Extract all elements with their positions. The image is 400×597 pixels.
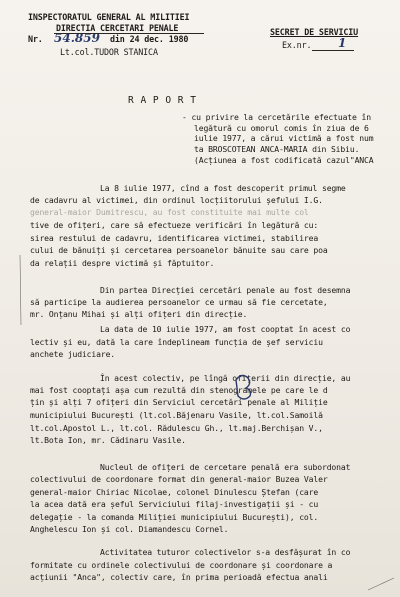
corner-pencil-line (368, 578, 394, 590)
body-line: tive de ofițeri, care să efectueze verificări în legătură cu: (30, 220, 319, 230)
body-line: mr. Onțanu Mihai și alți ofițeri din direcție. (30, 309, 248, 319)
handwritten-ex-number: 1 (338, 36, 347, 50)
body-line: mai fost cooptați așa cum rezultă din stenogramele pe care le d (30, 385, 328, 395)
body-line: da relații despre victimă și făptuitor. (30, 258, 215, 268)
header-institution: INSPECTORATUL GENERAL AL MILITIEI (28, 12, 190, 22)
body-line: anchete judiciare. (30, 349, 116, 359)
body-line: În acest colectiv, pe lîngă ofițerii din direcție, au (100, 373, 351, 383)
subject-line: ta BROSCOTEAN ANCA-MARIA din Sibiu. (194, 144, 360, 154)
header-officer: Lt.col.TUDOR STANICA (60, 47, 158, 57)
header-nr-label: Nr. (28, 34, 43, 44)
header-date: din 24 dec. 1980 (110, 34, 189, 44)
subject-line: (Acțiunea a fost codificată cazul"ANCA (194, 155, 374, 165)
body-line: Nucleul de ofițeri de cercetare penală era subordonat (100, 462, 351, 472)
body-line: colectivului de coordonare format din general-maior Buzea Valer (30, 474, 328, 484)
body-line: lt.Bota Ion, mr. Cădinaru Vasile. (30, 435, 186, 445)
body-line: La 8 iulie 1977, cînd a fost descoperit primul segme (100, 183, 346, 193)
ex-label: Ex.nr. (282, 40, 312, 50)
body-line: formitate cu ordinele colectivului de coordonare și coordonare a (30, 560, 333, 570)
handwritten-nr: 54.859 (54, 31, 100, 45)
report-title: R A P O R T (128, 95, 197, 106)
body-line: sirea restului de cadavru, identificarea victimei, stabilirea (30, 233, 319, 243)
body-line: acțiunii "Anca", colectiv care, în prima perioadă efectua anali (30, 572, 328, 582)
body-line: Anghelescu Ion și col. Diamandescu Cornel. (30, 524, 229, 534)
subject-line: iulie 1977, a cărui victimă a fost num (194, 133, 374, 143)
body-line: delegație - la comanda Miliției municipiului București), col. (30, 512, 319, 522)
body-line: Activitatea tuturor colectivelor s-a desfășurat în co (100, 547, 351, 557)
subject-line: - cu privire la cercetările efectuate în (182, 112, 371, 122)
ex-underline (312, 50, 354, 51)
body-line: general-maior Chiriac Nicolae, colonel Dinulescu Ștefan (care (30, 487, 319, 497)
body-line: La data de 10 iulie 1977, am fost cooptat în acest co (100, 324, 351, 334)
subject-line: legătură cu omorul comis în ziua de 6 (194, 123, 369, 133)
body-line: municipiului București (lt.col.Băjenaru Vasile, lt.col.Samoilă (30, 410, 323, 420)
body-line: să participe la audierea persoanelor ce urmau să fie cercetate, (30, 297, 328, 307)
body-line: lectiv și eu, dată la care îndeplineam funcția de șef serviciu (30, 337, 323, 347)
header-directorate: DIRECTIA CERCETARI PENALE (56, 23, 179, 33)
body-line: general-maior Dumitrescu, au fost constituite mai multe col (30, 207, 309, 217)
header-rule (54, 33, 204, 34)
body-line: țin și alți 7 ofițeri din Serviciul cercetări penale al Miliție (30, 397, 328, 407)
body-line: la acea dată era șeful Serviciului filaj-investigații și - cu (30, 499, 319, 509)
body-line: de cadavru al victimei, din ordinul locțiitorului șefului I.G. (30, 195, 323, 205)
body-line: cului de bănuiți și cercetarea persoanelor bănuite sau care poa (30, 245, 328, 255)
margin-pencil-line (20, 255, 21, 325)
body-line: Din partea Direcției cercetări penale au fost desemna (100, 285, 351, 295)
body-line: lt.col.Apostol L., lt.col. Rădulescu Gh., lt.maj.Berchișan V., (30, 423, 323, 433)
secret-classification: SECRET DE SERVICIU (270, 27, 359, 37)
